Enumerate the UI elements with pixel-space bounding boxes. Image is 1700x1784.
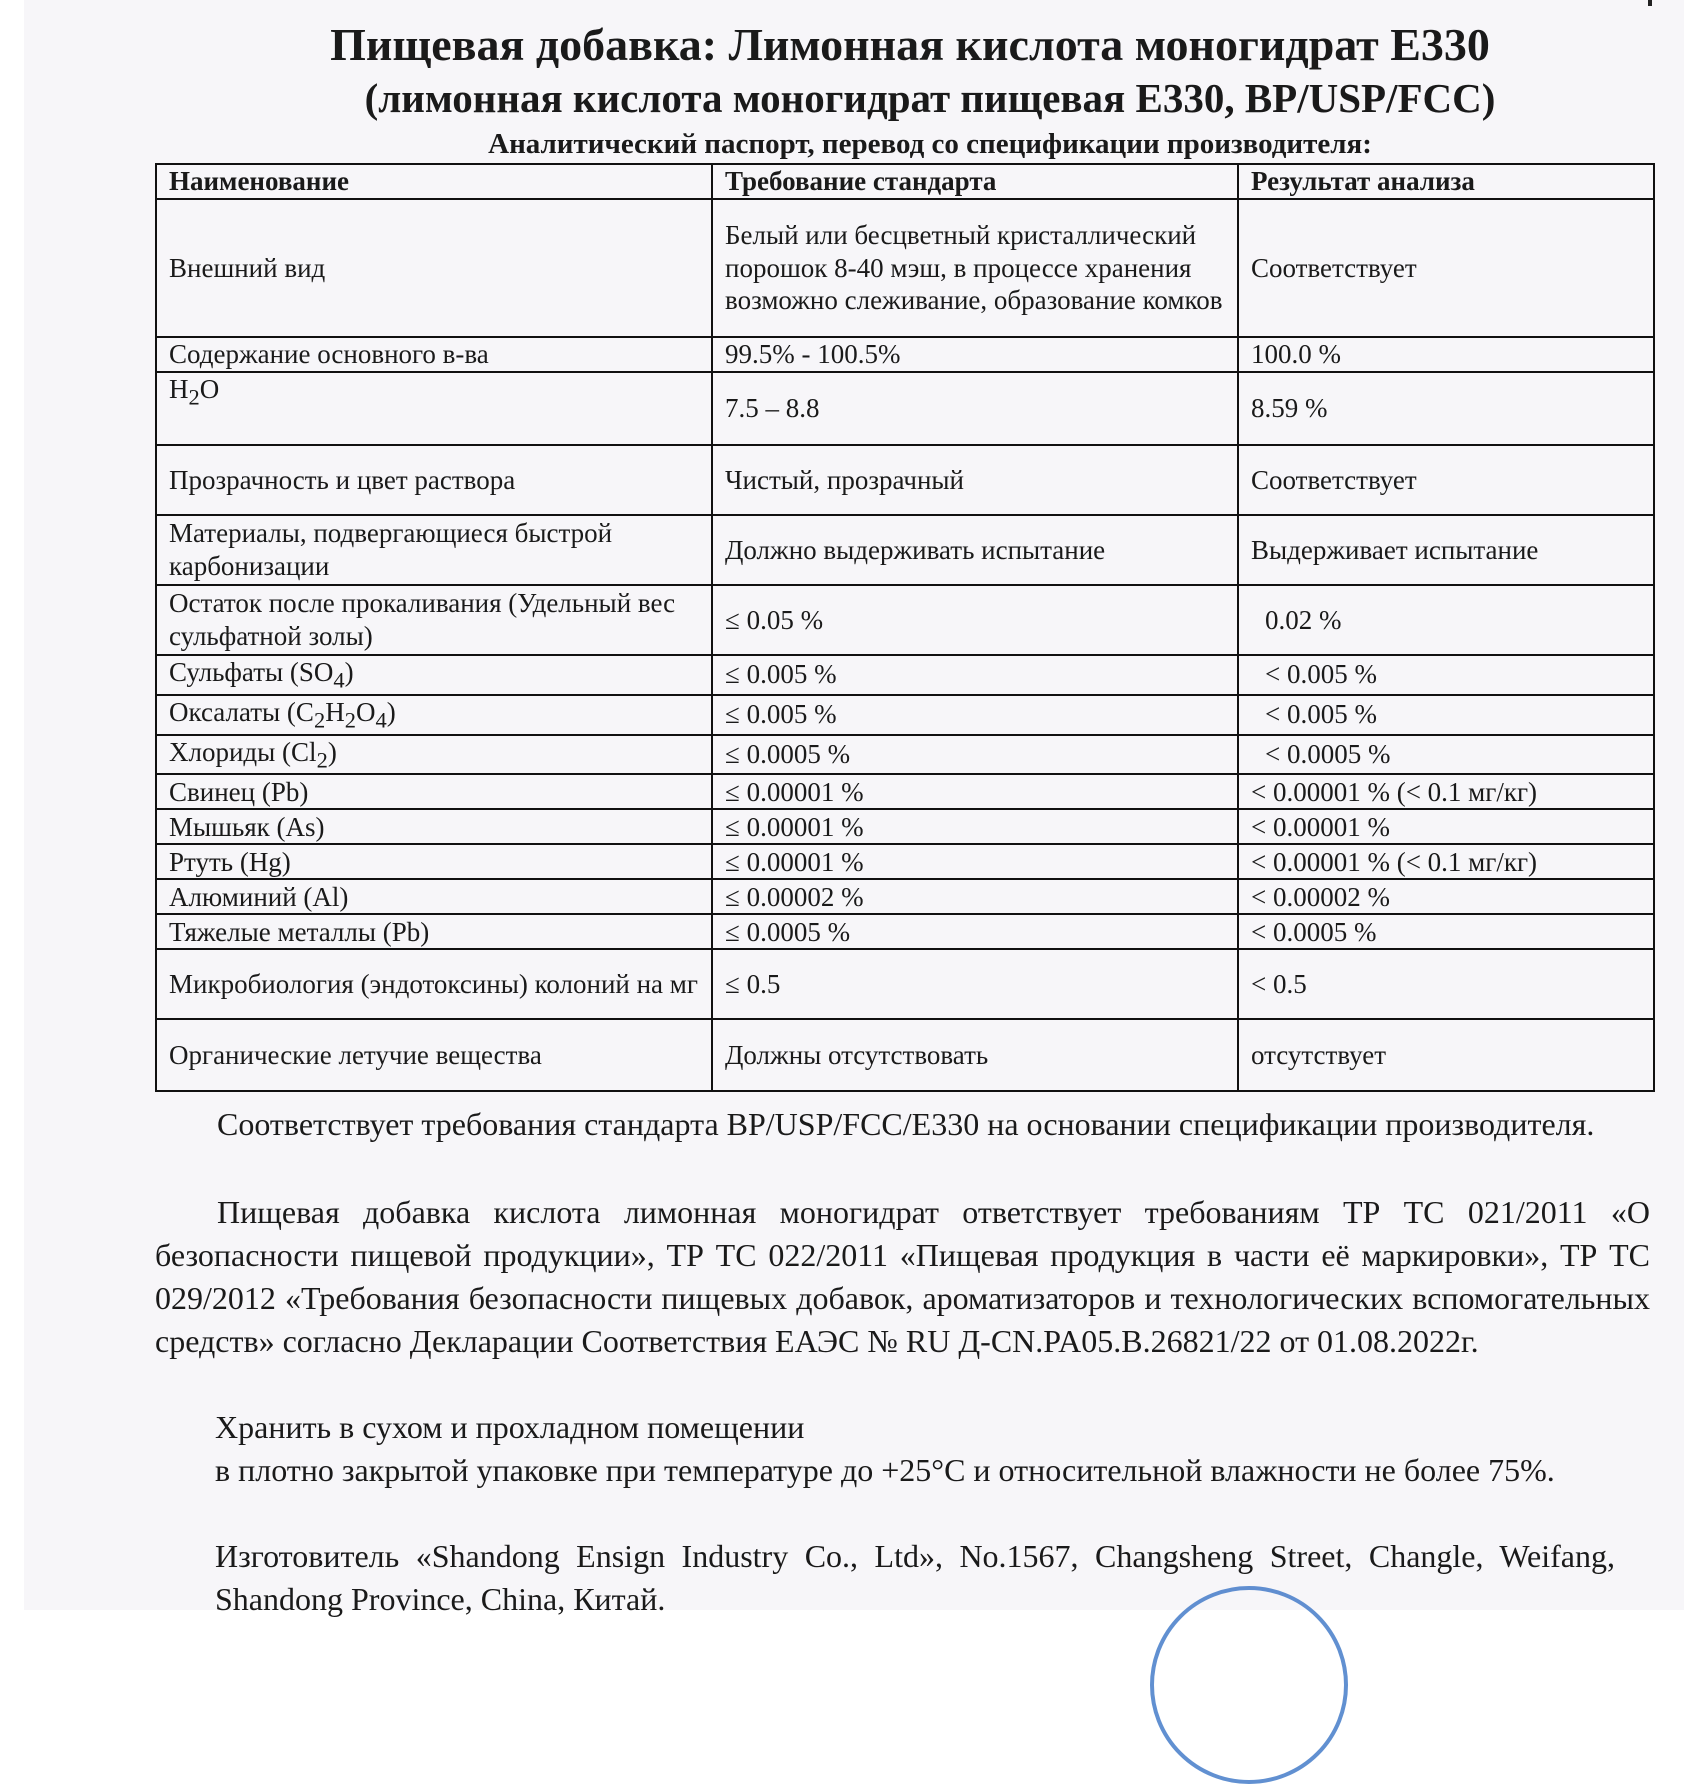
spec-table [155,163,1655,1092]
table-row [156,774,1654,809]
row-requirement: ≤ 0.005 % [712,655,1238,695]
row-name: Сульфаты $(SO_4)$ [156,655,712,695]
row-result: < 0.5 [1238,949,1654,1019]
table-row [156,655,1654,695]
row-requirement: ≤ 0.00001 % [712,809,1238,844]
row-result: Соответствует [1238,445,1654,515]
row-name: Свинец (Pb) [156,774,712,809]
table-row [156,914,1654,949]
table-caption: Аналитический паспорт, перевод со спецификации производителя: [488,128,1372,160]
table-row [156,1019,1654,1091]
manufacturer-info: Изготовитель «Shandong Ensign Industry Co., Ltd», No.1567, Changsheng Street, Changle, Weifang, Shandong Province, China, Китай. [215,1538,1615,1617]
table-header-row [156,164,1654,199]
row-result: < 0.00002 % [1238,879,1654,914]
row-name: Материалы, подвергающиеся быстрой карбонизации [156,515,712,585]
row-name: Прозрачность и цвет раствора [156,445,712,515]
row-result-value: < 0.005 % [1265,699,1377,730]
table-row [156,879,1654,914]
row-requirement: ≤ 0.00002 % [712,879,1238,914]
row-name: $H_2O$ [156,372,712,445]
table-row [156,337,1654,372]
row-requirement: ≤ 0.00001 % [712,844,1238,879]
column-header-name: Наименование [156,164,712,199]
table-row [156,515,1654,585]
document-subtitle: (лимонная кислота моногидрат пищевая E330, BP/USP/FCC) [364,75,1496,121]
row-result: < 0.0005 % [1238,914,1654,949]
row-result: Выдерживает испытание [1238,515,1654,585]
row-requirement: ≤ 0.0005 % [712,735,1238,775]
table-row [156,445,1654,515]
compliance-paragraph: Соответствует требования стандарта BP/USP/FCC/E330 на основании спецификации производителя. [217,1106,1595,1142]
table-row [156,585,1654,655]
row-requirement: ≤ 0.0005 % [712,914,1238,949]
row-requirement: Должно выдерживать испытание [712,515,1238,585]
row-name: Органические летучие вещества [156,1019,712,1091]
row-result [1238,735,1654,775]
row-result: < 0.00001 % [1238,809,1654,844]
row-requirement: Чистый, прозрачный [712,445,1238,515]
row-name: Содержание основного в-ва [156,337,712,372]
document-title: Пищевая добавка: Лимонная кислота моногидрат E330 [330,19,1490,70]
row-requirement: Белый или бесцветный кристаллический порошок 8-40 мэш, в процессе хранения возможно слеживание, образование комков [712,199,1238,337]
table-row [156,949,1654,1019]
row-name: Оксалаты $(C_2H_2O_4)$ [156,695,712,735]
row-requirement: ≤ 0.005 % [712,695,1238,735]
row-requirement: 99.5% - 100.5% [712,337,1238,372]
table-row [156,695,1654,735]
row-result [1238,655,1654,695]
row-result: Соответствует [1238,199,1654,337]
edge-mark [1648,0,1652,6]
row-name: Внешний вид [156,199,712,337]
row-name: Хлориды $(Cl_2)$ [156,735,712,775]
row-name: Мышьяк (As) [156,809,712,844]
row-result [1238,585,1654,655]
column-header-requirement: Требование стандарта [712,164,1238,199]
row-result: отсутствует [1238,1019,1654,1091]
column-header-result: Результат анализа [1238,164,1654,199]
row-requirement: ≤ 0.5 [712,949,1238,1019]
table-row [156,844,1654,879]
storage-conditions: в плотно закрытой упаковке при температуре до +25°С и относительной влажности не более 75%. [215,1452,1555,1488]
row-requirement: 7.5 – 8.8 [712,372,1238,445]
row-result: 100.0 % [1238,337,1654,372]
row-requirement: ≤ 0.05 % [712,585,1238,655]
row-requirement: ≤ 0.00001 % [712,774,1238,809]
table-row [156,809,1654,844]
row-requirement: Должны отсутствовать [712,1019,1238,1091]
row-result: < 0.00001 % (< 0.1 мг/кг) [1238,844,1654,879]
table-row [156,735,1654,775]
row-name: Тяжелые металлы (Pb) [156,914,712,949]
row-result-value: < 0.0005 % [1265,739,1391,770]
table-row [156,199,1654,337]
storage-heading: Хранить в сухом и прохладном помещении [215,1409,805,1445]
row-result [1238,695,1654,735]
regulation-paragraph: Пищевая добавка кислота лимонная моногидрат ответствует требованиям ТР ТС 021/2011 «О безопасности пищевой продукции», ТР ТС 022/2011 «Пищевая продукция в части её маркировки», ТР ТС 029/2012 «Требования безопасности пищевых добавок, ароматизаторов и технологических вспомогательных средств» согласно Декларации Соответствия ЕАЭС № RU Д-CN.PA05.B.26821/22 от 01.08.2022г. [155,1194,1650,1359]
table-row [156,372,1654,445]
row-name: Ртуть (Hg) [156,844,712,879]
row-result: < 0.00001 % (< 0.1 мг/кг) [1238,774,1654,809]
seal-stamp [1150,1586,1348,1784]
row-name: Остаток после прокаливания (Удельный вес сульфатной золы) [156,585,712,655]
row-result-value: 0.02 % [1265,604,1342,635]
row-result-value: < 0.005 % [1265,659,1377,690]
row-name: Алюминий (Al) [156,879,712,914]
row-name: Микробиология (эндотоксины) колоний на мг [156,949,712,1019]
row-result: 8.59 % [1238,372,1654,445]
